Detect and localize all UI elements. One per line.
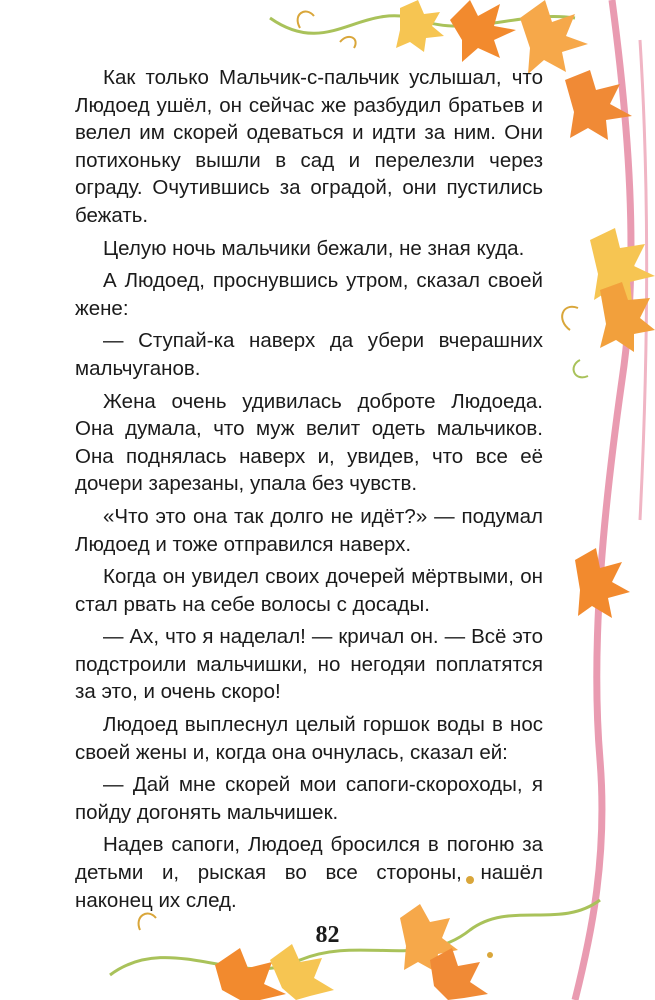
- paragraph: Людоед выплеснул целый горшок воды в нос своей жены и, когда она очнулась, сказал ей:: [75, 713, 543, 764]
- paragraph: — Ступай-ка наверх да убери вчерашних мальчуганов.: [75, 329, 543, 380]
- paragraph: Жена очень удивилась доброте Людоеда. Она думала, что муж велит одеть мальчиков. Она поднялась наверх и, увидев, что все её дочери зарезаны, упала без чувств.: [75, 389, 543, 496]
- leaf-top-1: [450, 0, 516, 62]
- leaf-bottom-1: [215, 948, 286, 1000]
- pink-stem: [575, 0, 631, 1000]
- paragraph: Когда он увидел своих дочерей мёртвыми, он стал рвать на себе волосы с досады.: [75, 565, 543, 616]
- paragraph: — Ах, что я наделал! — кричал он. — Всё это подстроили мальчишки, но негодяи поплатятся за это, и очень скоро!: [75, 625, 543, 704]
- leaf-bottom-4: [430, 948, 488, 1000]
- paragraph: — Дай мне скорей мои сапоги-скороходы, я пойду догонять мальчишек.: [75, 773, 543, 824]
- paragraph: «Что это она так долго не идёт?» — подумал Людоед и тоже отправился наверх.: [75, 504, 543, 556]
- story-text: [75, 64, 543, 914]
- paragraph: Целую ночь мальчики бежали, не зная куда.: [103, 236, 525, 260]
- leaf-top-3: [396, 0, 444, 52]
- page-number: 82: [315, 922, 340, 948]
- leaf-top-2: [520, 0, 588, 74]
- paragraph: А Людоед, проснувшись утром, сказал своей жене:: [75, 269, 543, 320]
- paragraph: Надев сапоги, Людоед бросился в погоню за детьми и, рыская во все стороны, нашёл наконец их след.: [75, 833, 543, 912]
- paragraph: Как только Мальчик-с-пальчик услышал, что Людоед ушёл, он сейчас же разбудил братьев и велел им скорей одеваться и идти за ним. Они потихоньку вышли в сад и перелезли через ограду. Очутившись за оградой, они пустились бежать.: [75, 66, 543, 227]
